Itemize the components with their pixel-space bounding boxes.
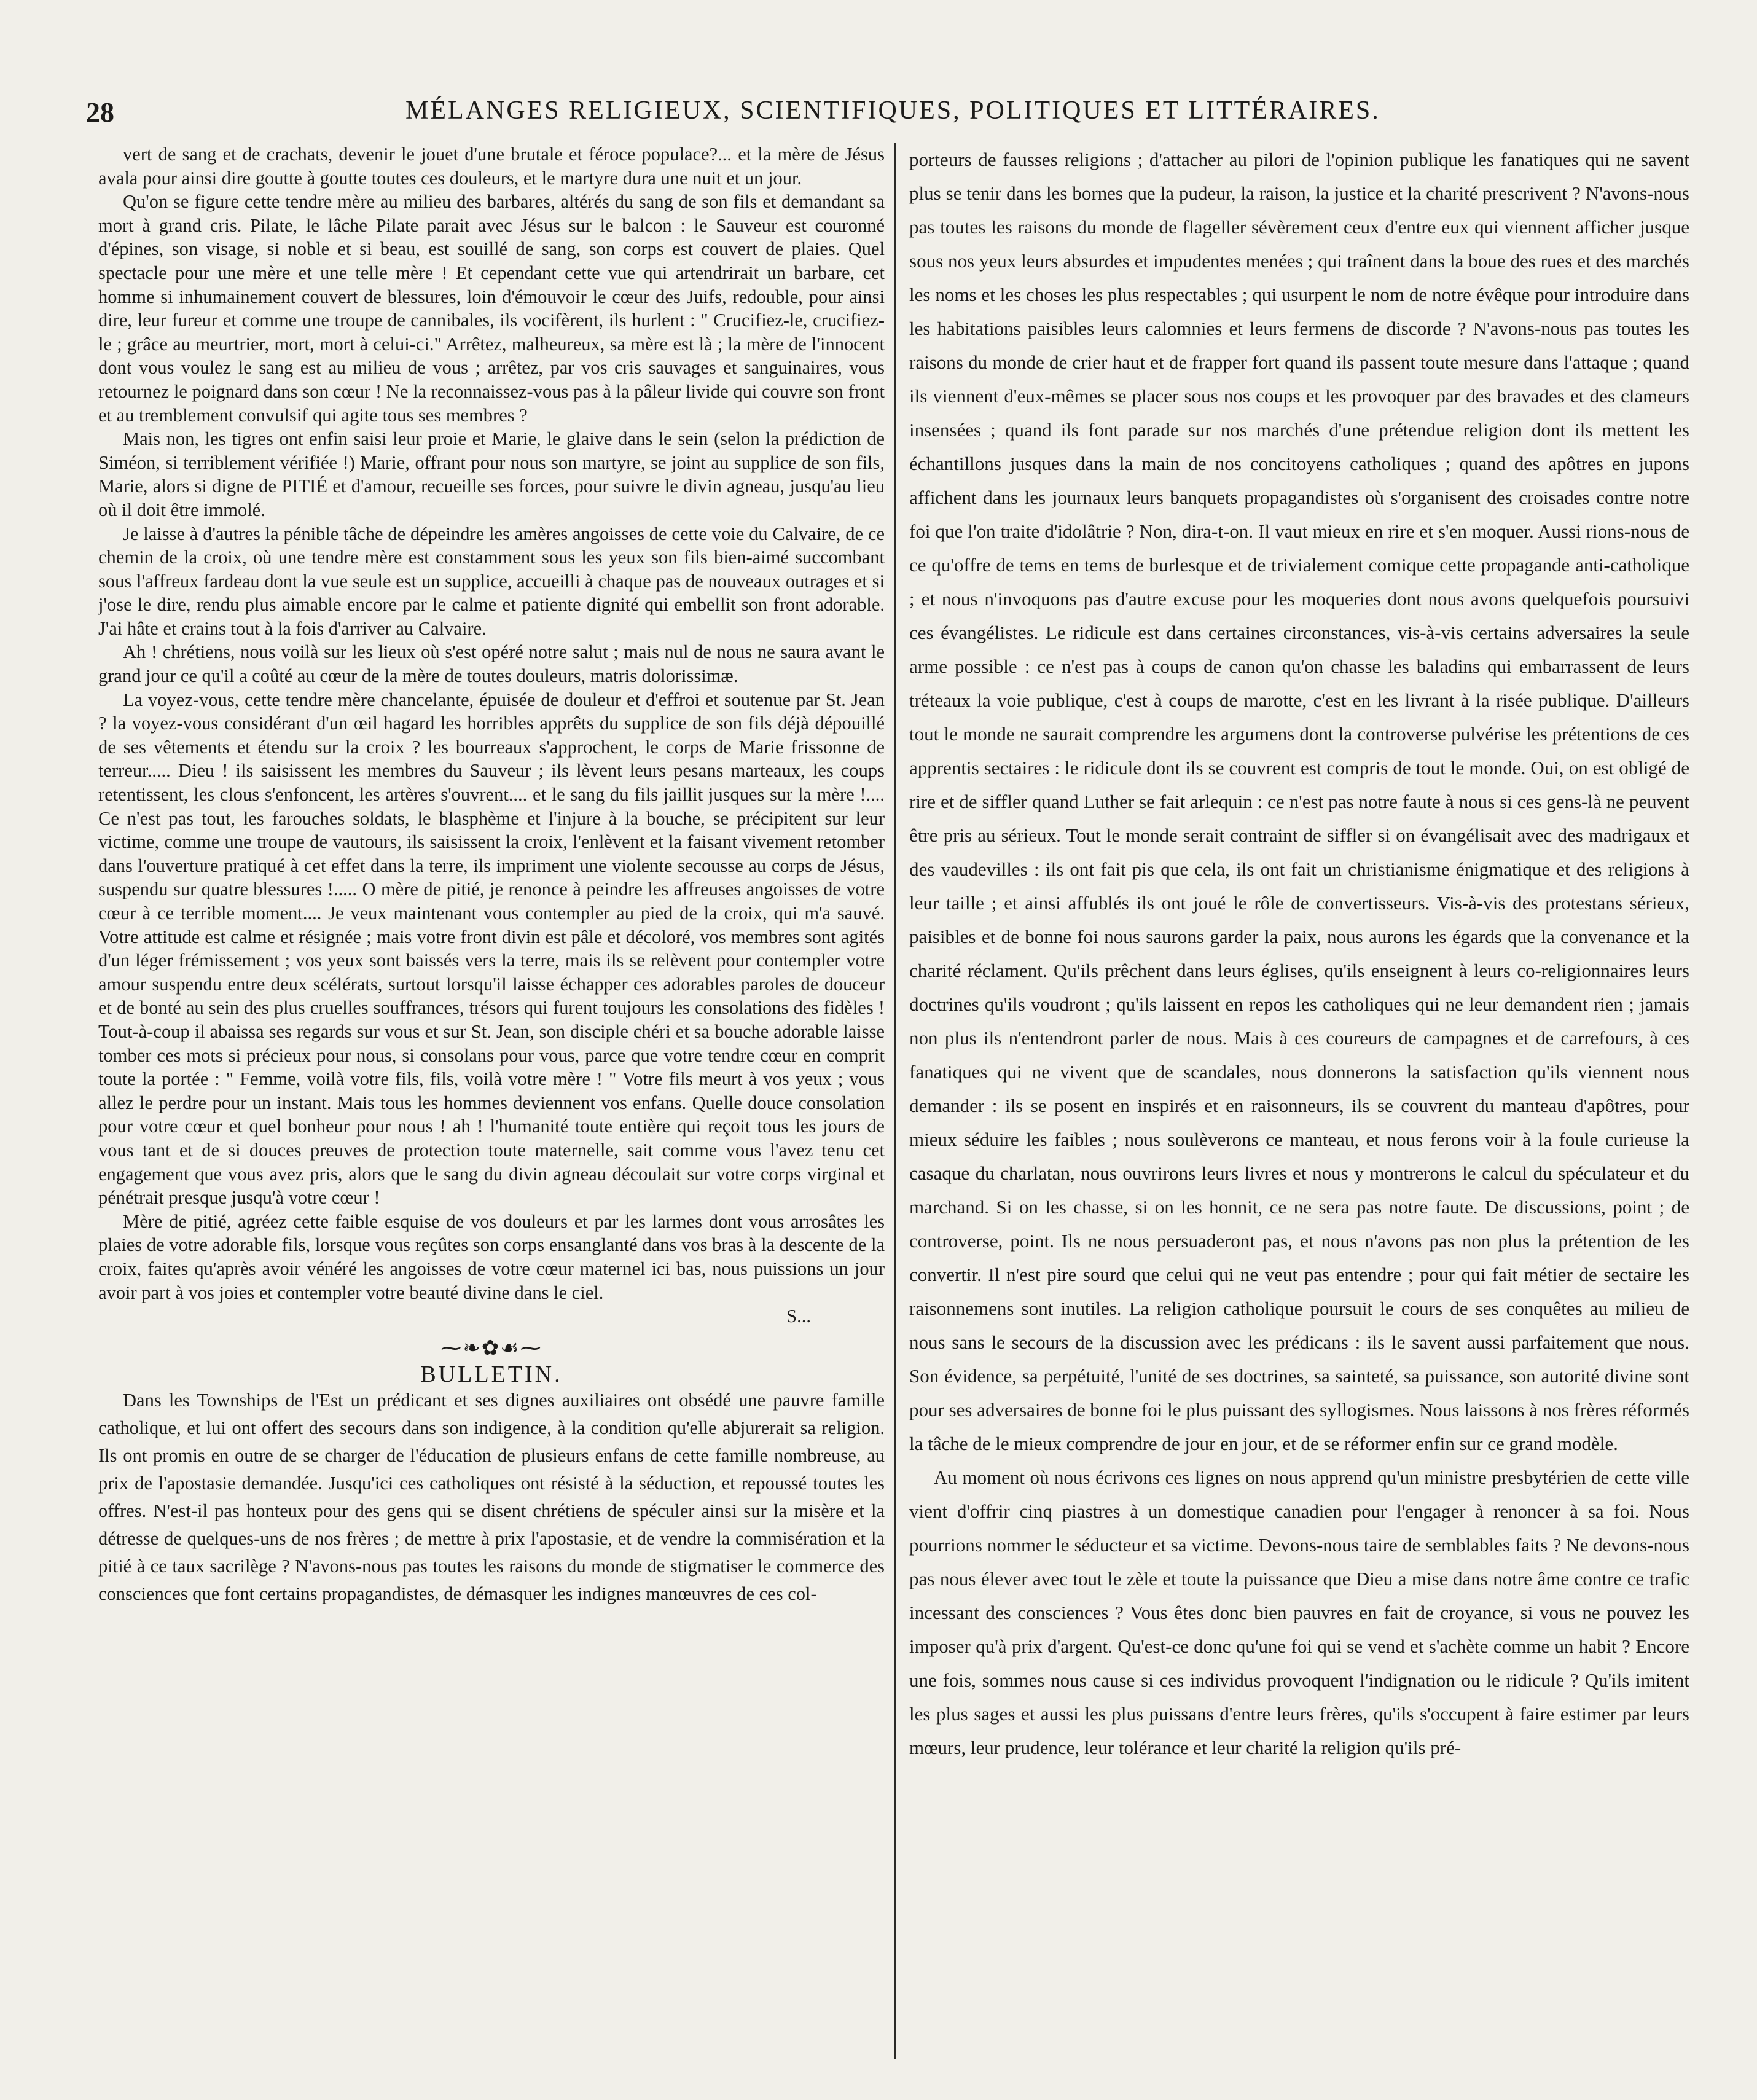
paragraph: Ah ! chrétiens, nous voilà sur les lieux où s'est opéré notre salut ; mais nul de nous ne saura avant le grand jour ce qu'il a coûté au cœur de la mère de toutes douleurs, matris dolorissimæ. xyxy=(98,641,885,687)
paragraph: vert de sang et de crachats, devenir le jouet d'une brutale et féroce populace?... et la mère de Jésus avala pour ainsi dire goutte à goutte toutes ces douleurs, et le martyre dura une nuit et un jour. xyxy=(98,144,885,189)
decorative-ornament: ⁓❧✿☙⁓ xyxy=(440,1336,542,1360)
paragraph: Je laisse à d'autres la pénible tâche de dépeindre les amères angoisses de cette voie du Calvaire, de ce chemin de la croix, où une tendre mère est constamment sous les yeux son fils bien-aimé succombant sous l'affreux fardeau dont la vue seule est un supplice, accueilli à chaque pas de nouveaux outrages et si j'ose le dire, rendu plus aimable encore par le calme et patiente dignité qui embellit son front adorable. J'ai hâte et crains tout à la fois d'arriver au Calvaire. xyxy=(98,523,885,639)
paragraph: Qu'on se figure cette tendre mère au milieu des barbares, altérés du sang de son fils et demandant sa mort à grand cris. Pilate, le lâche Pilate parait avec Jésus sur le balcon : le Sauveur est couronné d'épines, son visage, si noble et si beau, est souillé de sang, son corps est couvert de plaies. Quel spectacle pour une mère et une telle mère ! Et cependant cette vue qui artendrirait un barbare, cet homme si inhumainement couvert de blessures, loin d'émouvoir le cœur des Juifs, redouble, pour ainsi dire, leur fureur et comme une troupe de cannibales, ils vocifèrent, ils hurlent : " Crucifiez-le, crucifiez-le ; grâce au meurtrier, mort, mort à celui-ci." Arrêtez, malheureux, sa mère est là ; la mère de l'innocent dont vous voulez le sang est au milieu de vous ; arrêtez, par vos cris sauvages et sanguinaires, vous retournez le poignard dans son cœur ! Ne la reconnaissez-vous pas à la pâleur livide qui couvre son front et au tremblement convulsif qui agite tous ses membres ? xyxy=(98,191,885,426)
paragraph: porteurs de fausses religions ; d'attacher au pilori de l'opinion publique les fanatiques qui ne savent plus se tenir dans les bornes que la pudeur, la raison, la justice et la charité prescrivent ? N'avons-nous pas toutes les raisons du monde de flageller sévèrement ceux d'entre eux qui viennent afficher jusque sous nos yeux leurs absurdes et impudentes menées ; qui traînent dans la boue des rues et des marchés les noms et les choses les plus respectables ; qui usurpent le nom de notre évêque pour introduire dans les habitations paisibles leurs calomnies et leurs fermens de discorde ? N'avons-nous pas toutes les raisons du monde de crier haut et de frapper fort quand ils passent toute mesure dans l'attaque ; quand ils viennent d'eux-mêmes se placer sous nos coups et les provoquer par des bravades et des clameurs insensées ; quand ils font parade sur nos marchés d'une prétendue religion dont ils mettent les échantillons jusques dans la main de nos concitoyens catholiques ; quand des apôtres en jupons affichent dans les journaux leurs banquets propagandistes où s'organisent des croisades contre notre foi que l'on traite d'idolâtrie ? Non, dira-t-on. Il vaut mieux en rire et s'en moquer. Aussi rions-nous de ce qu'offre de tems en tems de burlesque et de trivialement comique cette propagande anti-catholique ; et nous n'invoquons pas d'autre excuse pour les moqueries dont nous avons quelquefois poursuivi ces évangélistes. Le ridicule est dans certaines circonstances, vis-à-vis certains adversaires la seule arme possible : ce n'est pas à coups de canon qu'on chasse les baladins qui embarrassent de leurs tréteaux la voie publique, c'est à coups de marotte, c'est en les livrant à la risée publique. D'ailleurs tout le monde ne saurait comprendre les argumens dont la controverse pulvérise les prétentions de ces apprentis sectaires : le ridicule dont ils se couvrent est compris de tout le monde. Oui, on est obligé de rire et de siffler quand Luther se fait arlequin : ce n'est pas notre faute à nous si ces gens-là ne peuvent être pris au sérieux. Tout le monde serait contraint de siffler si on évangélisait avec des madrigaux et des vaudevilles : ils ont fait pis que cela, ils ont fait un christianisme énigmatique et des religions à leur taille ; et ainsi affublés ils ont joué le rôle de convertisseurs. Vis-à-vis des protestans sérieux, paisibles et de bonne foi nous saurons garder la paix, nous aurons les égards que la convenance et la charité réclament. Qu'ils prêchent dans leurs églises, qu'ils enseignent à leurs co-religionnaires leurs doctrines qu'ils voudront ; qu'ils laissent en repos les catholiques qui ne leur demandent rien ; jamais non plus ils n'entendront parler de nous. Mais à ces coureurs de campagnes et de carrefours, à ces fanatiques qui ne vivent que de scandales, nous donnerons la satisfaction qu'ils viennent nous demander : ils se posent en inspirés et en raisonneurs, ils se couvrent du manteau d'apôtres, pour mieux séduire les faibles ; nous soulèverons ce manteau, et nous ferons voir à la foule curieuse la casaque du charlatan, nous ouvrirons leurs livres et nous y montrerons le calcul du spéculateur et du marchand. Si on les chasse, si on les honnit, ce ne sera pas notre faute. De discussions, point ; de controverse, point. Ils ne nous persuaderont pas, et nous n'avons pas non plus la prétention de les convertir. Il n'est pire sourd que celui qui ne veut pas entendre ; pour qui fait métier de sectaire les raisonnemens sont inutiles. La religion catholique poursuit le cours de ses conquêtes au milieu de nous sans le secours de la discussion avec les prédicans : ils le savent aussi parfaitement que nous. Son évidence, sa perpétuité, l'unité de ses doctrines, sa sainteté, sa puissance, son autorité divine sont pour ses adversaires de bonne foi le plus puissant des syllogismes. Nous laissons à nos frères réformés la tâche de le mieux comprendre de jour en jour, et de se réformer enfin sur ce grand modèle. xyxy=(909,149,1689,1454)
left-column xyxy=(98,143,885,1608)
paragraph: La voyez-vous, cette tendre mère chancelante, épuisée de douleur et d'effroi et soutenue par St. Jean ? la voyez-vous considérant d'un œil hagard les horribles apprêts du supplice de son fils déjà dépouillé de ses vêtements et étendu sur la croix ? les bourreaux s'approchent, le corps de Marie frissonne de terreur..... Dieu ! ils saisissent les membres du Sauveur ; ils lèvent leurs pesans marteaux, les coups retentissent, les clous s'enfoncent, les artères s'ouvrent.... et le sang du fils jaillit jusques sur la mère !.... Ce n'est pas tout, les farouches soldats, le blasphème et l'injure à la bouche, se précipitent sur leur victime, comme une troupe de vautours, ils saisissent la croix, l'enlèvent et la faisant vivement retomber dans l'ouverture pratiqué à cet effet dans la terre, ils impriment une violente secousse au corps de Jésus, suspendu sur quatre blessures !..... O mère de pitié, je renonce à peindre les affreuses angoisses de votre cœur à ce terrible moment.... Je veux maintenant vous contempler au pied de la croix, qui m'a sauvé. Votre attitude est calme et résignée ; mais votre front divin est pâle et décoloré, vos membres sont agités d'un léger frémissement ; vos yeux sont baissés vers la terre, mais ils se relèvent pour contempler votre amour suspendu entre deux scélérats, surtout lorsqu'il laisse échapper ces adorables paroles de douceur et de bonté au sein des plus cruelles souffrances, trésors qui furent toujours les consolations des fidèles ! Tout-à-coup il abaissa ses regards sur vous et sur St. Jean, son disciple chéri et sa bouche adorable laisse tomber ces mots si précieux pour nous, si consolans pour vous, parce que votre tendre cœur en comprit toute la portée : " Femme, voilà votre fils, fils, voilà votre mère ! " Votre fils meurt à vos yeux ; vous allez le perdre pour un instant. Mais tous les hommes deviennent vos enfans. Quelle douce consolation pour votre cœur et quel bonheur pour nous ! ah ! l'humanité toute entière qui reçoit tous les jours de vous tant et de si douces preuves de protection toute maternelle, sait comme vous l'avez tenu cet engagement que vous avez pris, alors que le sang du divin agneau découlait sur votre corps virginal et pénétrait presque jusqu'à votre cœur ! xyxy=(98,689,885,1209)
page-number: 28 xyxy=(86,96,114,128)
paragraph: Dans les Townships de l'Est un prédicant et ses dignes auxiliaires ont obsédé une pauvre famille catholique, et lui ont offert des secours dans son indigence, à la condition qu'elle abjurerait sa religion. Ils ont promis en outre de se charger de l'éducation de plusieurs enfans de cette famille nombreuse, au prix de l'apostasie demandée. Jusqu'ici ces catholiques ont résisté à la séduction, et repoussé toutes les offres. N'est-il pas honteux pour des gens qui se disent chrétiens de spéculer ainsi sur la misère et la détresse de quelques-uns de nos frères ; de mettre à prix l'apostasie, et de vendre la commisération et la pitié à ce taux sacrilège ? N'avons-nous pas toutes les raisons du monde de stigmatiser le commerce des consciences que font certains propagandistes, de démasquer les indignes manœuvres de ces col- xyxy=(98,1389,885,1604)
signature: S... xyxy=(786,1306,811,1327)
paragraph: Mère de pitié, agréez cette faible esquise de vos douleurs et par les larmes dont vous arrosâtes les plaies de votre adorable fils, lorsque vous reçûtes son corps ensanglanté dans vos bras à la descente de la croix, faites qu'après avoir vénéré les angoisses de votre cœur maternel ici bas, nous puissions un jour avoir part à vos joies et contempler votre beauté divine dans le ciel. xyxy=(98,1210,885,1303)
paragraph: Au moment où nous écrivons ces lignes on nous apprend qu'un ministre presbytérien de cette ville vient d'offrir cinq piastres à un domestique canadien pour l'engager à renoncer à sa foi. Nous pourrions nommer le séducteur et sa victime. Devons-nous taire de semblables faits ? Ne devons-nous pas nous élever avec tout le zèle et toute la puissance que Dieu a mise dans notre âme contre ce trafic incessant des consciences ? Vous êtes donc bien pauvres en fait de croyance, si vous ne pouvez les imposer qu'à prix d'argent. Qu'est-ce donc qu'une foi qui se vend et s'achète comme un habit ? Encore une fois, sommes nous cause si ces individus provoquent l'indignation ou le ridicule ? Qu'ils imitent les plus sages et aussi les plus puissans d'entre leurs frères, qu'ils s'occupent à faire estimer par leurs mœurs, leur prudence, leur tolérance et leur charité la religion qu'ils pré- xyxy=(909,1467,1689,1758)
running-title: MÉLANGES RELIGIEUX, SCIENTIFIQUES, POLITIQUES ET LITTÉRAIRES. xyxy=(405,96,1380,125)
right-column xyxy=(909,143,1689,1765)
paragraph: Mais non, les tigres ont enfin saisi leur proie et Marie, le glaive dans le sein (selon la prédiction de Siméon, si terriblement vérifiée !) Marie, offrant pour nous son martyre, se joint au supplice de son fils, Marie, alors si digne de PITIÉ et d'amour, recueille ses forces, pour suivre le divin agneau, jusqu'au lieu où il doit être immolé. xyxy=(98,428,885,520)
bulletin-heading: BULLETIN. xyxy=(420,1361,563,1388)
page-header xyxy=(86,92,1689,129)
column-divider xyxy=(894,143,896,2059)
